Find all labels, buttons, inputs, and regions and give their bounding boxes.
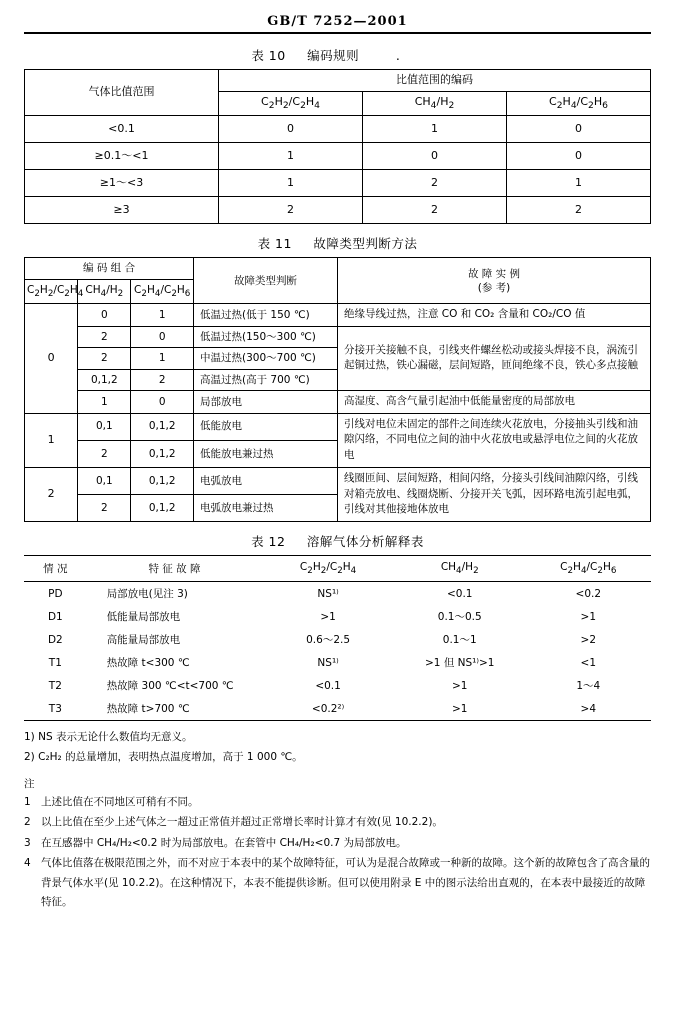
table11-c3-0-0: 1 bbox=[131, 304, 194, 327]
table11-c2-0-3: 0,1,2 bbox=[78, 369, 131, 390]
table10-col-ch4-h2: $CH_4/H_2$ bbox=[363, 91, 507, 116]
table11-group-code-0: 0 bbox=[25, 304, 78, 413]
table12-caption-label: 表 12 bbox=[251, 534, 286, 549]
table12-fault-3: 热故障 t<300 ℃ bbox=[106, 657, 190, 670]
table-row bbox=[24, 674, 651, 697]
table12-footnotes bbox=[24, 728, 651, 767]
table-row bbox=[24, 628, 651, 651]
table11-header-group: 编 码 组 合 bbox=[25, 258, 194, 279]
table12-r2-1: 0.1～0.5 bbox=[437, 611, 482, 624]
table11-c3-0-2: 1 bbox=[131, 348, 194, 369]
table12-r2-3: >1 但 NS¹⁾>1 bbox=[425, 657, 495, 670]
table11-type-1-0: 低能放电 bbox=[194, 413, 338, 440]
table11-header-row bbox=[25, 258, 651, 279]
note-text-2: 以上比值在至少上述气体之一超过正常值并超过正常增长率时计算才有效(见 10.2.2)。 bbox=[41, 816, 443, 829]
table12-r1-4: <0.1 bbox=[315, 679, 341, 692]
table-row bbox=[24, 697, 651, 721]
table-row bbox=[25, 116, 651, 143]
page-header: GB/T 7252—2001 bbox=[267, 14, 408, 29]
table12-case-4: T2 bbox=[48, 679, 62, 692]
table10-caption: 表 10 编码规则 . bbox=[251, 48, 401, 63]
table12-r3-0: <0.2 bbox=[575, 587, 602, 600]
table11-caption bbox=[24, 234, 651, 252]
table10-header-row bbox=[25, 70, 651, 92]
table11-desc-2-0: 线圈匝间、层间短路，相间闪络，分接头引线间油隙闪络，引线对箱壳放电、线圈烧断、分接开关飞弧，因环路电流引起电弧，引线对其他接地体放电 bbox=[337, 467, 650, 521]
table10-code-2-0: 1 bbox=[219, 170, 363, 197]
table11-group-code-2: 2 bbox=[25, 467, 78, 521]
table10-range-2: ≥1～<3 bbox=[25, 170, 219, 197]
table12-r2-0: <0.1 bbox=[446, 587, 473, 600]
list-item bbox=[24, 834, 651, 853]
table12-r2-4: >1 bbox=[451, 679, 468, 692]
note-text-3: 在互感器中 CH₄/H₂<0.2 时为局部放电。在套管中 CH₄/H₂<0.7 为局部放电。 bbox=[41, 836, 407, 849]
table11-type-2-1: 电弧放电兼过热 bbox=[194, 494, 338, 521]
note-number-4: 4 bbox=[24, 857, 31, 870]
table11-type-0-0: 低温过热(低于 150 ℃) bbox=[194, 304, 338, 327]
table10-code-1-1: 0 bbox=[363, 143, 507, 170]
table11-desc-0-4: 高湿度、高含气量引起油中低能量密度的局部放电 bbox=[337, 390, 650, 413]
table10 bbox=[24, 69, 651, 224]
table12-case-3: T1 bbox=[48, 656, 62, 669]
table12-fault-5: 热故障 t>700 ℃ bbox=[87, 697, 263, 721]
table11 bbox=[24, 257, 651, 522]
table11-col-c2h4-c2h6: $C_2H_4/C_2H_6$ bbox=[131, 279, 194, 304]
table12-col-c2h4-c2h6: $C_2H_4/C_2H_6$ bbox=[526, 556, 651, 582]
table12-r1-5: <0.2²⁾ bbox=[262, 697, 394, 721]
table11-c2-2-0: 0,1 bbox=[78, 467, 131, 494]
table12-case-0: PD bbox=[48, 587, 63, 600]
table11-c2-0-1: 2 bbox=[78, 327, 131, 348]
table12-fault-4: 热故障 300 ℃<t<700 ℃ bbox=[106, 680, 234, 693]
table11-col-c2h2-c2h4: $C_2H_2/C_2H_4$ bbox=[25, 279, 78, 304]
table10-code-0-1: 1 bbox=[363, 116, 507, 143]
table12-r3-2: >2 bbox=[580, 633, 597, 646]
table12-r3-5: >4 bbox=[526, 697, 651, 721]
table11-header-example: 故 障 实 例 (参 考) bbox=[337, 258, 650, 304]
note-text-4: 气体比值落在极限范围之外，而不对应于本表中的某个故障特征，可认为是混合故障或一种新的故障。这个新的故障包含了高含量的背景气体水平(见 10.2.2)。在这种情况下，本表不能提供诊断。但可以使用附录 E 中的图示法给出直观的，在本表中最接近的故障特征。 bbox=[41, 857, 650, 909]
table10-code-3-0: 2 bbox=[219, 197, 363, 224]
table-row bbox=[24, 582, 651, 606]
table-row bbox=[25, 304, 651, 327]
table10-col-c2h4-c2h6: $C_2H_4/C_2H_6$ bbox=[506, 91, 650, 116]
table12-caption bbox=[24, 532, 651, 550]
note-number-2: 2 bbox=[24, 816, 31, 829]
table10-code-2-1: 2 bbox=[363, 170, 507, 197]
table11-c2-1-1: 2 bbox=[78, 440, 131, 467]
list-item bbox=[24, 813, 651, 832]
table10-code-0-0: 0 bbox=[219, 116, 363, 143]
table10-range-0: <0.1 bbox=[25, 116, 219, 143]
note-text-1: 上述比值在不同地区可稍有不同。 bbox=[41, 795, 199, 808]
table12-col-case: 情 况 bbox=[24, 556, 87, 582]
table11-group-code-1: 1 bbox=[25, 413, 78, 467]
table11-header-judge: 故障类型判断 bbox=[194, 258, 338, 304]
note-number-1: 1 bbox=[24, 795, 31, 808]
table-row bbox=[25, 197, 651, 224]
table10-header-left: 气体比值范围 bbox=[25, 70, 219, 116]
table12-header-row bbox=[24, 556, 651, 582]
table10-code-3-1: 2 bbox=[363, 197, 507, 224]
table12-fault-2: 高能量局部放电 bbox=[106, 634, 181, 647]
table11-type-2-0: 电弧放电 bbox=[194, 467, 338, 494]
table12-fault-0: 局部放电(见注 3) bbox=[106, 588, 188, 601]
table11-desc-0-1: 分接开关接触不良，引线夹件螺丝松动或接头焊接不良，涡流引起铜过热，铁心漏磁，层间短路，匝间绝缘不良，铁心多点接触 bbox=[337, 327, 650, 391]
table12-col-c2h2-c2h4: $C_2H_2/C_2H_4$ bbox=[262, 556, 394, 582]
notes-list bbox=[24, 793, 651, 913]
table11-type-0-2: 中温过热(300～700 ℃) bbox=[194, 348, 338, 369]
table12-r1-0: NS¹⁾ bbox=[317, 587, 339, 600]
footnote-2: 2) C₂H₂ 的总量增加，表明热点温度增加，高于 1 000 ℃。 bbox=[24, 750, 303, 763]
table11-c2-0-2: 2 bbox=[78, 348, 131, 369]
table-row bbox=[25, 413, 651, 440]
table11-type-1-1: 低能放电兼过热 bbox=[194, 440, 338, 467]
table-row bbox=[25, 390, 651, 413]
table-row bbox=[24, 651, 651, 674]
table10-caption-label: 表 10 bbox=[251, 48, 286, 63]
table11-desc-1-0: 引线对电位未固定的部件之间连续火花放电，分接抽头引线和油隙闪络，不同电位之间的油中火花放电或悬浮电位之间的火花放电 bbox=[337, 413, 650, 467]
table12-col-fault: 特 征 故 障 bbox=[87, 556, 263, 582]
table10-caption-title: 编码规则 bbox=[307, 48, 360, 63]
list-item bbox=[24, 793, 651, 812]
table10-code-3-2: 2 bbox=[506, 197, 650, 224]
table12-col-ch4-h2: $CH_4/H_2$ bbox=[394, 556, 526, 582]
table10-range-3: ≥3 bbox=[25, 197, 219, 224]
table11-caption-label: 表 11 bbox=[257, 236, 292, 252]
table11-desc-0-0: 绝缘导线过热，注意 CO 和 CO₂ 含量和 CO₂/CO 值 bbox=[337, 304, 650, 327]
note-number-3: 3 bbox=[24, 836, 31, 849]
table11-c2-1-0: 0,1 bbox=[78, 413, 131, 440]
table11-col-ch4-h2: $CH_4/H_2$ bbox=[78, 279, 131, 304]
table11-c3-0-3: 2 bbox=[131, 369, 194, 390]
table11-c3-1-1: 0,1,2 bbox=[131, 440, 194, 467]
table10-header-right: 比值范围的编码 bbox=[219, 70, 651, 92]
table11-c3-0-1: 0 bbox=[131, 327, 194, 348]
table-row bbox=[25, 143, 651, 170]
table10-col-c2h2-c2h4: $C_2H_2/C_2H_4$ bbox=[219, 91, 363, 116]
table11-type-0-4: 局部放电 bbox=[194, 390, 338, 413]
table12-case-5: T3 bbox=[24, 697, 87, 721]
table11-c3-2-0: 0,1,2 bbox=[131, 467, 194, 494]
table10-code-1-2: 0 bbox=[506, 143, 650, 170]
footnote-1: 1) NS 表示无论什么数值均无意义。 bbox=[24, 731, 193, 744]
table10-range-1: ≥0.1～<1 bbox=[25, 143, 219, 170]
table11-c3-0-4: 0 bbox=[131, 390, 194, 413]
table11-c3-2-1: 0,1,2 bbox=[131, 494, 194, 521]
table12-r3-3: <1 bbox=[580, 656, 597, 669]
table12-r1-3: NS¹⁾ bbox=[317, 656, 339, 669]
table12-case-2: D2 bbox=[47, 633, 63, 646]
table12 bbox=[24, 555, 651, 721]
table11-type-0-1: 低温过热(150～300 ℃) bbox=[194, 327, 338, 348]
table-row bbox=[24, 605, 651, 628]
table12-r2-5: >1 bbox=[394, 697, 526, 721]
table-row bbox=[25, 170, 651, 197]
table11-c2-0-0: 0 bbox=[78, 304, 131, 327]
table10-code-2-2: 1 bbox=[506, 170, 650, 197]
table12-r1-2: 0.6～2.5 bbox=[306, 634, 351, 647]
table10-code-1-0: 1 bbox=[219, 143, 363, 170]
table-row bbox=[25, 467, 651, 494]
header-divider bbox=[24, 32, 651, 34]
table12-fault-1: 低能量局部放电 bbox=[106, 611, 181, 624]
table11-c2-0-4: 1 bbox=[78, 390, 131, 413]
table11-c3-1-0: 0,1,2 bbox=[131, 413, 194, 440]
table12-case-1: D1 bbox=[47, 610, 63, 623]
table12-r3-4: 1～4 bbox=[576, 680, 601, 693]
notes-heading: 注 bbox=[24, 777, 35, 790]
table12-r1-1: >1 bbox=[320, 610, 336, 623]
table12-caption-title: 溶解气体分析解释表 bbox=[306, 534, 424, 549]
table11-type-0-3: 高温过热(高于 700 ℃) bbox=[194, 369, 338, 390]
table11-caption-title: 故障类型判断方法 bbox=[313, 236, 418, 252]
table12-r2-2: 0.1～1 bbox=[442, 634, 477, 647]
table11-c2-2-1: 2 bbox=[78, 494, 131, 521]
list-item bbox=[24, 854, 651, 912]
table12-r3-1: >1 bbox=[580, 610, 597, 623]
table-row bbox=[25, 327, 651, 348]
table10-code-0-2: 0 bbox=[506, 116, 650, 143]
